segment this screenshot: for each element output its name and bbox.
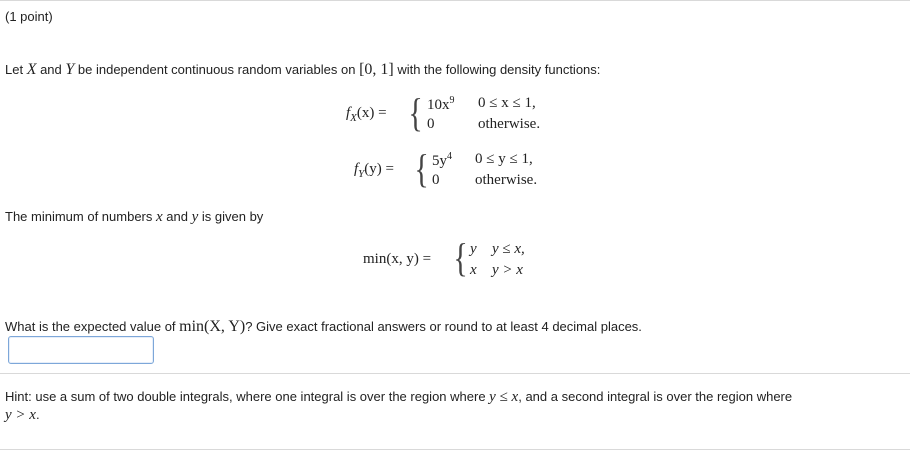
min-case2-expr: x — [470, 262, 477, 278]
intro-pre: Let — [5, 62, 27, 77]
min-brace: { — [453, 235, 468, 280]
fx-brace: { — [408, 90, 423, 135]
fy-case1-expr: $5y^4$ — [432, 151, 452, 169]
fx-case2-expr: 0 — [427, 116, 435, 132]
fy-brace: { — [414, 146, 429, 191]
points-label: (1 point) — [5, 9, 53, 24]
question-expr: min(X, Y) — [179, 318, 246, 335]
min-intro-text: The minimum of numbers x and y is given by — [5, 209, 264, 225]
min-case2-cond: y > x — [492, 262, 523, 278]
hint-line2: y > x. — [5, 407, 40, 423]
min-lhs: min(x, y) = — [363, 251, 432, 267]
fy-case2-cond: otherwise. — [475, 172, 538, 188]
answer-input[interactable] — [8, 336, 154, 364]
fx-case1-expr: $10x^9$ — [427, 95, 455, 113]
fx-case1-cond: 0 ≤ x ≤ 1, — [478, 95, 536, 111]
intro-and: and — [36, 62, 66, 77]
section-divider — [0, 373, 910, 374]
hint-line1: Hint: use a sum of two double integrals, where one integral is over the region where y ≤ x, and a second integral is over the region where — [5, 389, 793, 405]
intro-text — [5, 61, 600, 79]
min-case1-cond: y ≤ x, — [492, 241, 525, 257]
intro-mid: be independent continuous random variables on — [74, 62, 360, 77]
top-divider — [0, 0, 910, 1]
var-X: X — [26, 61, 37, 78]
fx-lhs: $f_X(x)$ = — [346, 105, 387, 124]
bottom-divider — [0, 449, 910, 450]
hint-cond1: y ≤ x — [489, 389, 519, 405]
var-Y: Y — [65, 61, 75, 78]
fy-lhs: $f_Y(y)$ = — [354, 161, 394, 180]
interval: [0, 1] — [359, 61, 394, 78]
fy-case1-cond: 0 ≤ y ≤ 1, — [475, 151, 533, 167]
min-case1-expr: y — [470, 241, 477, 257]
fy-case2-expr: 0 — [432, 172, 440, 188]
question-text: What is the expected value of min(X, Y)? Give exact fractional answers or round to at least 4 decimal places. — [5, 318, 642, 335]
intro-post: with the following density functions: — [393, 62, 601, 77]
hint-cond2: y > x — [5, 407, 36, 423]
fx-case2-cond: otherwise. — [478, 116, 541, 132]
